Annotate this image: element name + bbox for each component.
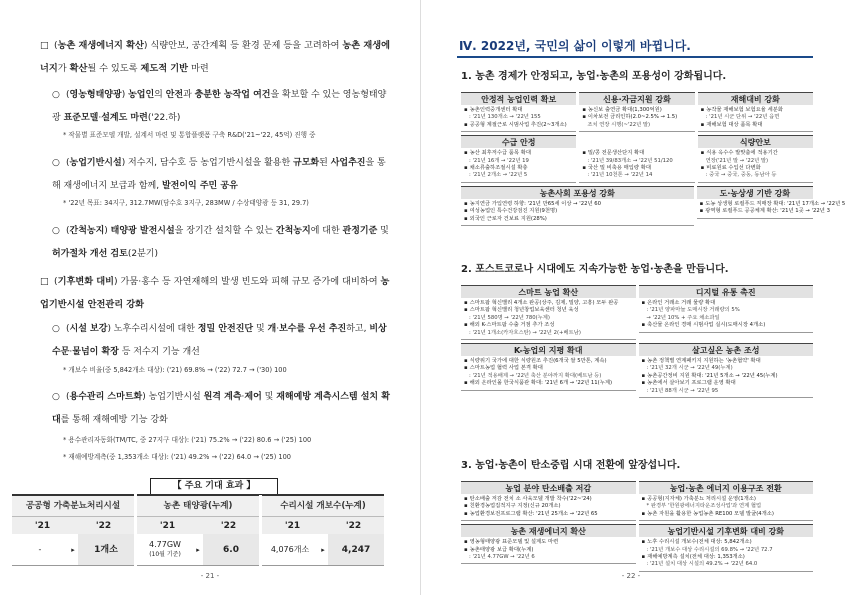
- text-segment: 하고,: [346, 324, 370, 334]
- kpi-title: 【 주요 기대 효과 】: [150, 478, 278, 495]
- kpi-value-from-text: 4.77GW: [149, 539, 181, 549]
- kpi-year-from: '21: [137, 516, 198, 534]
- cell-header: 농업 분야 탄소배출 저감: [461, 481, 636, 494]
- text-segment: (: [66, 324, 70, 334]
- cell-header: [579, 135, 694, 148]
- text-segment: (2분기): [127, 249, 158, 259]
- text-segment: ·: [241, 392, 245, 402]
- text-segment: 될 수 있도록: [87, 63, 141, 74]
- grid-row: [461, 186, 845, 226]
- text-segment: ) 저수지, 담수호 등 농업기반시설을 활용한: [121, 158, 294, 168]
- text-segment: ('22.하): [147, 113, 181, 123]
- kpi-year-to: '22: [198, 516, 259, 534]
- text-segment: 마련: [188, 63, 209, 74]
- cell-item: : '21년 10천톤 → '22년 14: [587, 172, 653, 179]
- page-number-right: - 22 -: [621, 572, 641, 580]
- cell-item: : '21년 130개소 → '22년 155: [469, 114, 541, 121]
- cell-body: [579, 105, 694, 132]
- grid-cell: [639, 481, 814, 521]
- cell-header: 농업·농촌 에너지 이용구조 전환: [639, 481, 814, 494]
- cell-body: [579, 148, 694, 183]
- text-segment: 사업추진: [330, 158, 366, 168]
- cell-item: : '21년 16개 → '22년 19: [469, 157, 529, 164]
- cell-item: → '22년 10% + 주요 채소과일: [646, 314, 720, 321]
- cell-item: ▪ 축산물 온라인 경매 시범사업 실시(도매시장 4개소): [642, 322, 811, 329]
- cell-header: 스마트 농업 확산: [461, 285, 636, 298]
- kpi-header-1: 농촌 태양광(누계): [137, 494, 259, 516]
- cell-item: ▪ 영농형태양광 표준모델 및 설계도 마련: [464, 539, 633, 546]
- text-segment: 등 저수지 기능 개선: [118, 347, 200, 357]
- arrow-icon: ▸: [68, 534, 78, 566]
- text-segment: 농업기반시설: [69, 158, 122, 168]
- cell-item: ▪ 농업환경보전프로그램 확산: '21년 25개소 → '22년 65: [464, 511, 633, 518]
- text-segment: 가: [57, 63, 70, 74]
- cell-body: [698, 148, 813, 183]
- cell-item: : '21년 39/83개소 → '22년 51/120: [587, 157, 673, 164]
- text-segment: (: [66, 158, 70, 168]
- cell-header: 식량안보: [698, 135, 813, 148]
- note-facility-reinforce: * 개보수 비율(중 5,842개소 대상): ('21) 69.8% → ('22) 72.7 → ('30) 100: [63, 366, 287, 374]
- text-segment: 재해예방 계측시스템 설치 확대: [52, 392, 390, 425]
- grid-cell: [639, 285, 814, 340]
- cell-item: ▪ 친환경농업집적지구 지정(신규 20개소): [464, 503, 633, 510]
- text-segment: 및: [377, 226, 389, 236]
- text-segment: ) 식량안보, 공간계획 등 환경 문제 등을 고려하여: [143, 40, 343, 51]
- cell-body: [461, 148, 576, 183]
- cell-item: ▪ 농촌 자원을 활용한 농업농촌 RE100 모델 발굴(4개소): [642, 511, 811, 518]
- cell-item: ▪ 농촌태양광 보급 확대(누계): [464, 547, 633, 554]
- cell-item: ▪ 공공형(지자체) 가축분뇨 처리시설 운영(1개소): [642, 496, 811, 503]
- kpi-year-to: '22: [323, 516, 384, 534]
- kpi-header-2: 수리시설 개보수(누계): [262, 494, 384, 516]
- bullet-marker: □: [40, 276, 49, 287]
- cell-item: ▪ 노후 수리시설 개보수(전체 대상: 5,842개소): [642, 539, 811, 546]
- cell-item: ▪ 스마트팜 혁신밸리 청년창업보육센터 청년 육성: [464, 307, 633, 314]
- kpi-value-to: 1개소: [78, 534, 134, 566]
- text-segment: 를 통해 재해예방 기능 강화: [60, 415, 168, 425]
- text-segment: 및: [253, 324, 268, 334]
- cell-header: 농업기반시설 기후변화 대비 강화: [639, 524, 814, 537]
- grid-cell: [461, 186, 694, 226]
- grid-cell: [461, 343, 636, 398]
- text-segment: ·: [69, 347, 73, 357]
- right-page: [421, 0, 845, 595]
- grid-row: [461, 343, 813, 398]
- text-segment: 물넘이 확장: [72, 347, 119, 357]
- text-segment: 을 통해 재생에너지 보급과 함께,: [52, 158, 386, 191]
- cell-item: ▪ 국산 밀 비축용 매입량 확대: [582, 165, 691, 172]
- cell-item: ▪ 스마트팜 혁신밸리 4개소 완공(상주, 김제, 밀양, 고흥) 모두 완공: [464, 300, 633, 307]
- kpi-values-1: [137, 534, 259, 566]
- cell-header: 안정적 농업인력 확보: [461, 92, 576, 105]
- arrow-icon: ▸: [318, 534, 328, 566]
- cell-header: 수급 안정: [461, 135, 576, 148]
- cell-item: : '21년 적용배제 → '22년 축산 분야까지 확대(베트남 등): [469, 372, 602, 379]
- bullet-marker: ○: [52, 324, 60, 334]
- cell-item: ▪ 탄소배출 저감 전치 소 사육모델 개발 착수('22~'24): [464, 496, 633, 503]
- text-segment: 시설 보강: [69, 324, 108, 334]
- text-segment: 개: [267, 324, 277, 334]
- item-reclaimed-land: [52, 220, 390, 266]
- cell-body: [461, 537, 636, 564]
- text-segment: ) 가뭄·홍수 등 자연재해의 발생 빈도와 피해 규모 증가에 대비하여: [114, 276, 381, 287]
- cell-item: ▪ 외국인 근로자 건보료 지원(28%): [464, 216, 691, 223]
- cell-item: ▪ 밀/콩 전문생산단지 확대: [582, 150, 691, 157]
- cell-item: ▪ 재해예방계측 설치(전체 대상: 1,353개소): [642, 554, 811, 561]
- text-segment: 충분한 농작업 여건: [194, 90, 271, 100]
- bullet-marker: ○: [52, 158, 60, 168]
- text-segment: 간척농지: [69, 226, 105, 236]
- text-segment: 을 확보할 수 있는 영농형태양광: [52, 90, 387, 123]
- cell-item: : '21년 시군 단위 → '22년 읍면: [705, 114, 780, 121]
- arrow-icon: ▸: [193, 534, 203, 566]
- cell-body: [697, 199, 845, 219]
- text-segment: 안전: [165, 90, 184, 100]
- cell-item: ▪ 해외 온라인몰 한국식품관 확대: '21년 6개 → '22년 11(누계): [464, 380, 633, 387]
- note-smart-water-1: * 용수관리자동화(TM/TC, 중 27지구 대상): ('21) 75.2% → ('22) 80.6 → ('25) 100: [63, 436, 312, 444]
- section-grid-1: [461, 92, 845, 226]
- grid-row: [461, 135, 813, 183]
- cell-item: : '21년 설치 대상 시설의 49.2% → '22년 64.0: [646, 561, 758, 568]
- text-segment: 원격 계측: [203, 392, 242, 402]
- text-segment: ) 노후수리시설에 대한: [107, 324, 198, 334]
- text-segment: ): [104, 226, 111, 236]
- kpi-header-0: 공공형 가축분뇨처리시설: [12, 494, 134, 516]
- text-segment: 관정기준: [342, 226, 378, 236]
- text-segment: 과: [183, 90, 195, 100]
- text-segment: 설계도 마련: [101, 113, 148, 123]
- cell-header: 농촌 재생에너지 확산: [461, 524, 636, 537]
- cell-body: [639, 356, 814, 398]
- kpi-years-1: [137, 516, 259, 534]
- cell-item: ▪ 농지연금 가입연령 하향: '21년 만65세 이상 → '22년 60: [464, 201, 691, 208]
- cell-item: ▪ 식량위기 국가에 대한 식량원조 추진(6개국 쌀 5만톤, 계속): [464, 358, 633, 365]
- cell-item: ▪ 농촌 정책별 연계패키지 지원하는 '농촌협약' 확대: [642, 358, 811, 365]
- grid-row: [461, 481, 813, 521]
- kpi-value-to: 4,247: [328, 534, 384, 566]
- cell-item: ▪ 농신보 출연금 확대(1,300억원): [582, 107, 691, 114]
- text-segment: 농업기반시설 안전관리 강화: [40, 276, 390, 310]
- cell-header: 도·농상생 기반 강화: [697, 186, 813, 199]
- cell-item: ▪ 농산 최후저수급 품목 확대: [464, 150, 573, 157]
- text-segment: 규모화: [293, 158, 320, 168]
- item-facility-reinforce: [52, 318, 390, 364]
- grid-row: [461, 92, 813, 132]
- text-segment: 정밀 안전진단: [197, 324, 254, 334]
- left-page: [0, 0, 420, 595]
- grid-cell: [639, 524, 814, 572]
- cell-item: ▪ 도농 상생형 로컬푸드 직매장 확대: '21년 17개소 → '22년 5: [700, 201, 810, 208]
- kpi-years-0: [12, 516, 134, 534]
- kpi-value-from-text: 4,076개소: [270, 544, 310, 554]
- section-grid-2: [461, 285, 813, 398]
- cell-item: ▪ 공공형 계절근로 시범사업 추진(2~3개소): [464, 122, 573, 129]
- cell-item: : '21년 양파마늘 도매시장 거래량의 5%: [646, 307, 740, 314]
- text-segment: (: [66, 392, 70, 402]
- grid-cell: [579, 135, 694, 183]
- kpi-values-2: [262, 534, 384, 566]
- text-segment: 기후변화 대비: [57, 276, 115, 287]
- text-segment: (: [54, 276, 58, 287]
- cell-body: [461, 494, 636, 521]
- cell-item: * 완경부 '한원광에너지타운조성사업'과 연계 협업: [646, 503, 762, 510]
- bullet-marker: □: [40, 40, 49, 51]
- cell-item: : '21년 2개소 → '22년 5: [469, 172, 528, 179]
- cell-body: [639, 298, 814, 333]
- text-segment: ·: [98, 113, 102, 123]
- cell-item: ▪ 해외 K-스마트팜 수출 거점 추가 조성: [464, 322, 633, 329]
- grid-cell: [579, 92, 694, 132]
- cell-item: ▪ 여성농업인 특수건강검진 지원(9천명): [464, 208, 691, 215]
- text-segment: 제어: [244, 392, 262, 402]
- kpi-year-to: '22: [73, 516, 134, 534]
- cell-body: [461, 298, 636, 340]
- grid-cell: [461, 481, 636, 521]
- cell-body: [698, 105, 813, 132]
- cell-item: : '21년 개보수 대상 수리시설의 69.8% → '22년 72.7: [646, 546, 773, 553]
- text-segment: ) 농업기반시설: [142, 392, 204, 402]
- cell-item: ▪ 농작물 재해보험 보험요율 세분화: [701, 107, 810, 114]
- cell-item: ▪ 광역형 로컬푸드 공공체계 확산: '21년 1곳 → '22년 3: [700, 208, 810, 215]
- text-segment: 된: [319, 158, 331, 168]
- cell-item: ▪ 농촌인력중개센터 확대: [464, 107, 573, 114]
- kpi-value-from: [12, 534, 68, 566]
- bullet-marker: ○: [52, 392, 60, 402]
- cell-body: [461, 105, 576, 132]
- item-smart-water: [52, 386, 390, 432]
- kpi-years-2: [262, 516, 384, 534]
- cell-body: [461, 199, 694, 226]
- grid-cell: [461, 135, 576, 183]
- cell-item: : '21년 88개 시군 → '22년 95: [646, 387, 719, 394]
- cell-header: 재해대비 강화: [698, 92, 813, 105]
- kpi-value-from: [262, 534, 318, 566]
- text-segment: (: [54, 40, 58, 51]
- text-segment: 보수를 우선 추진: [279, 324, 347, 334]
- cell-item: 조치 연장 시행(~'22년 말): [587, 121, 651, 128]
- cell-item: ▪ 이차보전 금리인하(2.0~2.5% → 1.5): [582, 114, 691, 121]
- text-segment: ·: [276, 324, 280, 334]
- cell-header: 신용·자금지원 강화: [579, 92, 694, 105]
- cell-item: ▪ 온라인 거래소 거래 물량 확대: [642, 300, 811, 307]
- cell-item: ▪ 스마트농업 협력 사업 본격 확대: [464, 365, 633, 372]
- text-segment: 농촌 재생에너지 확산: [57, 40, 144, 51]
- cell-item: ▪ 채소류출하조절시설 확충: [464, 165, 573, 172]
- cell-body: [639, 494, 814, 521]
- chapter-title: Ⅳ. 2022년, 국민의 삶이 이렇게 바뀝니다.: [457, 36, 813, 58]
- text-segment: ): [121, 90, 129, 100]
- kpi-value-from-text: -: [38, 544, 42, 554]
- text-segment: 제도적 기반: [140, 63, 189, 74]
- cell-item: : '21년 4.77GW → '22년 6: [469, 554, 535, 561]
- kpi-value-to: 6.0: [203, 534, 259, 566]
- bullet-marker: ○: [52, 90, 60, 100]
- cell-item: ▪ 식용 옥수수 발맞춤에 적용기간: [701, 150, 810, 157]
- text-segment: 태양광 발전시설: [110, 226, 175, 236]
- section-title-1: 1. 농촌 경제가 안정되고, 농업·농촌의 포용성이 강화됩니다.: [461, 71, 727, 82]
- text-segment: 을 장기간 설치할 수 있는: [174, 226, 276, 236]
- cell-item: : '21년 580명 → '22년 780(누계): [469, 314, 550, 321]
- note-smart-water-2: * 재해예방계측(중 1,353개소 대상): ('21) 49.2% → ('22) 64.0 → ('25) 100: [63, 453, 291, 461]
- kpi-value-from: [137, 534, 193, 566]
- grid-cell: [698, 92, 813, 132]
- grid-cell: [697, 186, 845, 226]
- cell-header: 살고싶은 농촌 조성: [639, 343, 814, 356]
- grid-cell: [461, 285, 636, 340]
- cell-body: [639, 537, 814, 572]
- cell-body: [461, 356, 636, 391]
- text-segment: 표준모델: [63, 113, 99, 123]
- cell-item: ▪ 농촌공간정비 지원 확대: '21년 5개소 → '22년 45(누계): [642, 373, 811, 380]
- bullet-marker: ○: [52, 226, 60, 236]
- note-agrivoltaics: * 작물별 표준모델 개발, 설계서 마련 및 통합플랫폼 구축 R&D('21~'22, 45억) 진행 중: [63, 131, 316, 139]
- page-number-left: - 21 -: [200, 572, 220, 580]
- cell-header: 디지털 유통 촉진: [639, 285, 814, 298]
- cell-item: : '21년 1개소(카자흐스탄) → '22년 2(+베트남): [469, 329, 581, 336]
- item-agrivoltaics: [52, 84, 390, 130]
- cell-item: ▪ 농촌에서 살아보기 프로그램 운영 확대: [642, 380, 811, 387]
- text-segment: 발전이익 주민 공유: [161, 181, 238, 191]
- section-title-2: 2. 포스트코로나 시대에도 지속가능한 농업·농촌을 만듭니다.: [461, 264, 729, 275]
- grid-cell: [461, 92, 576, 132]
- kpi-year-from: '21: [12, 516, 73, 534]
- cell-item: 연장('21년 말 → '22년 말): [705, 157, 769, 164]
- text-segment: 허가절차 개선 검토: [52, 249, 128, 259]
- text-segment: 영농형태양광: [69, 90, 122, 100]
- text-segment: 확산: [69, 63, 88, 74]
- text-segment: 에 대한: [310, 226, 343, 236]
- grid-cell: [639, 343, 814, 398]
- text-segment: 농촌 재생에너지: [40, 40, 390, 74]
- text-segment: 간척농지: [275, 226, 311, 236]
- text-segment: 및: [261, 392, 277, 402]
- section-grid-3: [461, 481, 813, 572]
- text-segment: 용수관리 스마트화: [69, 392, 143, 402]
- cell-header: K-농업의 지평 확대: [461, 343, 636, 356]
- para-renewable-energy: [40, 34, 390, 80]
- note-agri-infrastructure: * '22년 목표: 34지구, 312.7MW(담수호 3지구, 283MW / 수상태양광 등 31, 29.7): [63, 199, 309, 207]
- kpi-values-0: [12, 534, 134, 566]
- grid-row: [461, 285, 813, 340]
- cell-item: ▪ 재해보험 대상 품목 확대: [701, 122, 810, 129]
- grid-cell: [461, 524, 636, 572]
- cell-item: : 중국 → 중국, 중동, 동남아 등: [705, 172, 777, 179]
- text-segment: (: [66, 226, 70, 236]
- grid-cell: [698, 135, 813, 183]
- cell-header: 농촌사회 포용성 강화: [461, 186, 694, 199]
- kpi-value-from-note: (10월 기준): [149, 550, 181, 558]
- grid-row: [461, 524, 813, 572]
- text-segment: 비상수문: [52, 324, 387, 357]
- para-climate-change: [40, 270, 390, 316]
- cell-item: : '21년 32개 시군 → '22년 49(누계): [646, 365, 733, 372]
- text-segment: (: [66, 90, 70, 100]
- kpi-table: [12, 494, 384, 566]
- text-segment: 농업인: [128, 90, 155, 100]
- cell-item: ▪ 비료원료 수입선 다변화: [701, 165, 810, 172]
- item-agri-infrastructure: [52, 152, 390, 198]
- text-segment: 의: [154, 90, 166, 100]
- kpi-year-from: '21: [262, 516, 323, 534]
- section-title-3: 3. 농업·농촌이 탄소중립 시대 전환에 앞장섭니다.: [461, 460, 681, 471]
